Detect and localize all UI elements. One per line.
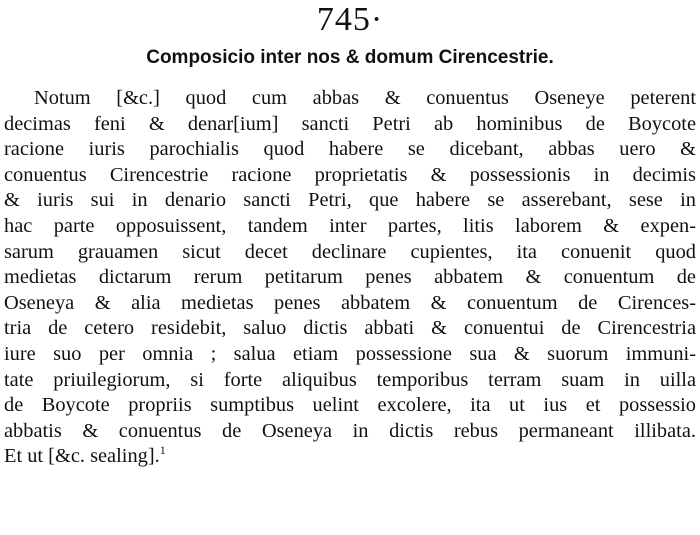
text-line: Notum [&c.] quod cum abbas & conuentus Oseneye peterent	[34, 87, 696, 109]
text-line: tria de cetero residebit, saluo dictis abbati & conuentui de Cirencestria	[4, 317, 696, 340]
text-line: abbatis & conuentus de Oseneya in dictis rebus permaneant illibata.	[4, 419, 696, 442]
text-line-last	[4, 444, 696, 470]
text-line: tate priuilegiorum, si forte aliquibus temporibus terram suam in uilla	[4, 368, 696, 391]
text-line: medietas dictarum rerum petitarum penes abbatem & conuentum de	[4, 266, 696, 289]
text-line: racione iuris parochialis quod habere se dicebant, abbas uero &	[4, 138, 696, 161]
footnote-marker: 1	[159, 443, 166, 458]
text-line: decimas feni & denar[ium] sancti Petri ab hominibus de Boycote	[4, 112, 696, 135]
text-line: iure suo per omnia ; salua etiam possessione sua & suorum immuni-	[4, 342, 696, 365]
text-line: de Boycote propriis sumptibus uelint excolere, ita ut ius et possessio	[4, 394, 696, 417]
text-line: hac parte opposuissent, tandem inter partes, litis laborem & expen-	[4, 214, 696, 237]
document-title: Composicio inter nos & domum Cirencestrie.	[146, 47, 554, 68]
last-line-text: Et ut [&c. sealing].	[4, 445, 160, 468]
text-line: sarum grauamen sicut decet declinare cupientes, ita conuenit quod	[4, 240, 696, 263]
text-line: & iuris sui in denario sancti Petri, que habere se asserebant, sese in	[4, 189, 696, 212]
document-body	[4, 86, 696, 470]
text-line: Oseneya & alia medietas penes abbatem & conuentum de Cirences-	[4, 291, 696, 314]
document-number: 745·	[316, 1, 384, 38]
text-line: conuentus Cirencestrie racione proprietatis & possessionis in decimis	[4, 163, 696, 186]
